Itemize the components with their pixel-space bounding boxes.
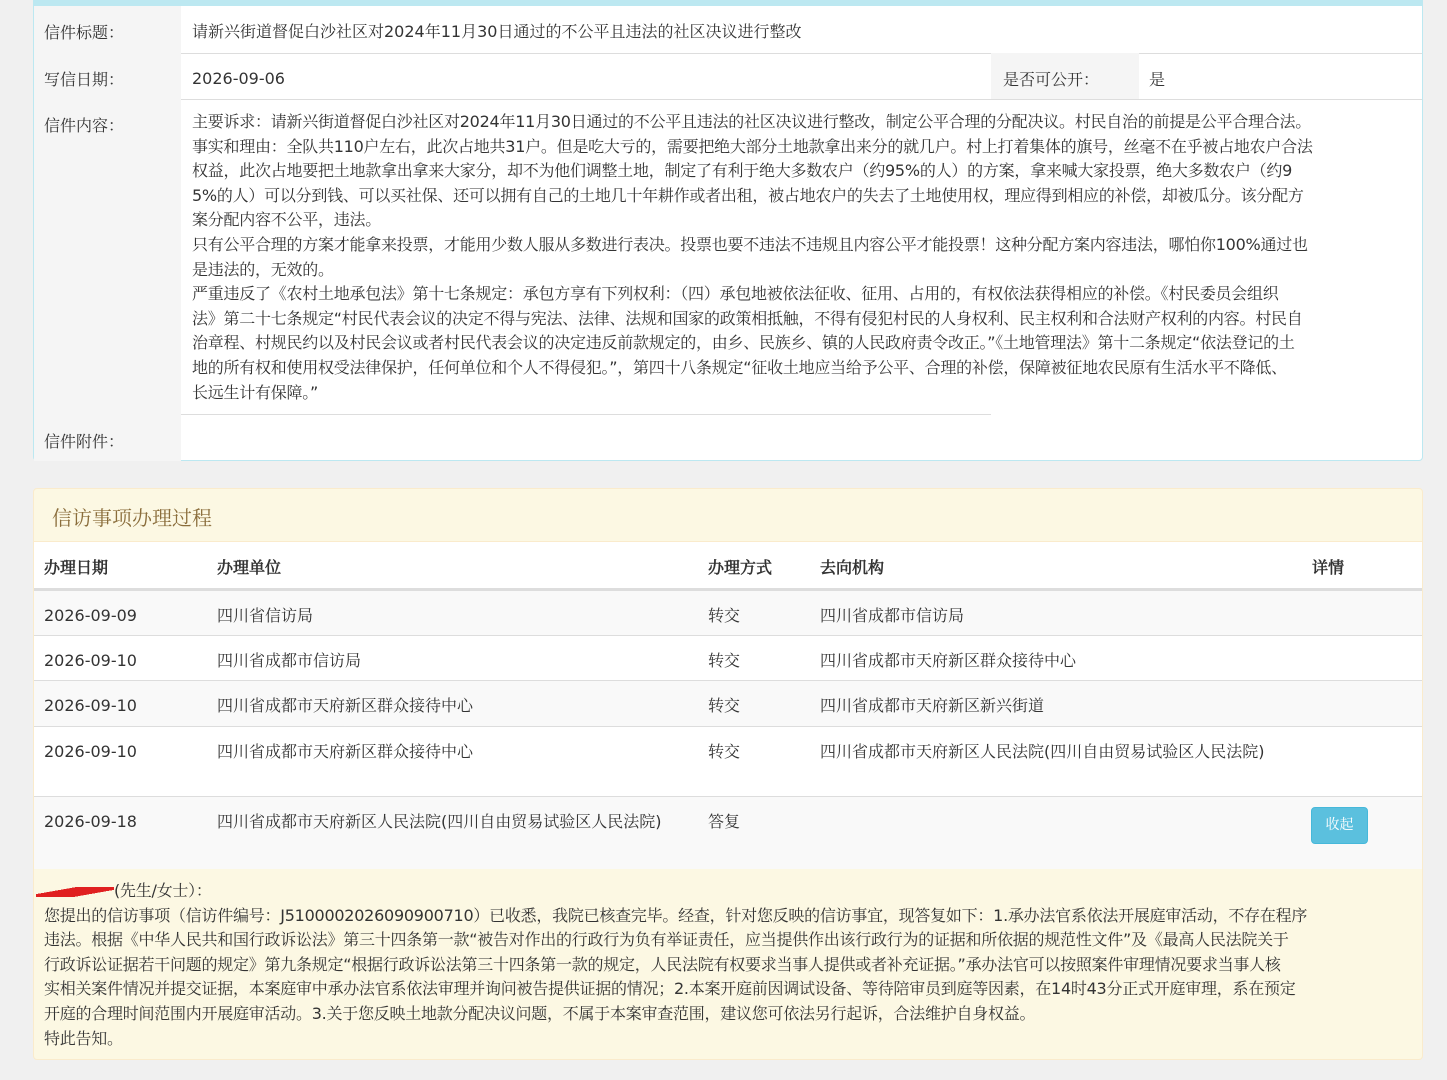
row-unit: 四川省成都市天府新区人民法院(四川自由贸易试验区人民法院) <box>217 812 662 831</box>
reply-line: 特此告知。 <box>44 1028 123 1048</box>
letter-date-label: 写信日期： <box>34 53 181 99</box>
letter-title-row <box>34 6 1422 54</box>
reply-line: 行政诉讼证据若干问题的规定》第九条规定“根据行政诉讼法第三十四条第一款的规定，人民法院有权要求当事人提供或者补充证据。”承办法官可以按照案件审理情况要求当事人核 <box>44 954 1281 974</box>
table-row <box>34 680 1422 727</box>
column-header-unit: 办理单位 <box>217 558 282 577</box>
public-label: 是否可公开： <box>991 53 1139 99</box>
row-method: 答复 <box>708 812 741 831</box>
letter-title-label: 信件标题： <box>34 6 181 53</box>
row-unit: 四川省成都市天府新区群众接待中心 <box>217 742 474 761</box>
content-line: 地的所有权和使用权受法律保护，任何单位和个人不得侵犯。”，第四十八条规定“征收土地应当给予公平、合理的补偿，保障被征地农民原有生活水平不降低、 <box>192 357 1287 377</box>
content-line: 是违法的，无效的。 <box>192 259 334 279</box>
row-date: 2026-09-10 <box>44 696 137 715</box>
content-line: 长远生计有保障。” <box>192 382 319 402</box>
content-line: 5%的人）可以分到钱、可以买社保、还可以拥有自己的土地几十年耕作或者出租，被占地农户的失去了土地使用权，理应得到相应的补偿，却被瓜分。该分配方 <box>192 185 1304 205</box>
row-date: 2026-09-10 <box>44 742 137 761</box>
reply-text <box>44 879 1414 1051</box>
content-line: 案分配内容不公平，违法。 <box>192 210 382 230</box>
process-heading: 信访事项办理过程 <box>52 506 212 530</box>
content-line: 事实和理由：全队共110户左右，此次占地共31户。但是吃大亏的，需要把绝大部分土地款拿出来分的就几户。村上打着集体的旗号，丝毫不在乎被占地农户合法 <box>192 136 1313 156</box>
letter-detail-panel <box>33 0 1423 461</box>
row-date: 2026-09-09 <box>44 606 137 625</box>
letter-content-label: 信件内容： <box>34 99 181 415</box>
column-header-date: 办理日期 <box>44 558 109 577</box>
content-line: 主要诉求：请新兴街道督促白沙社区对2024年11月30日通过的不公平且违法的社区决议进行整改，制定公平合理的分配决议。村民自治的前提是公平合理合法。 <box>192 112 1311 131</box>
row-destination: 四川省成都市天府新区新兴街道 <box>820 696 1045 715</box>
letter-date-value: 2026-09-06 <box>192 69 285 88</box>
row-method: 转交 <box>708 651 741 670</box>
letter-attachment-row <box>34 415 1422 461</box>
content-line: 只有公平合理的方案才能拿来投票，才能用少数人服从多数进行表决。投票也要不违法不违规且内容公平才能投票！这种分配方案内容违法，哪怕你100%通过也 <box>192 234 1308 254</box>
redaction-mark <box>36 887 114 897</box>
row-date: 2026-09-18 <box>44 812 137 831</box>
row-method: 转交 <box>708 696 741 715</box>
letter-content-row <box>34 99 1422 415</box>
letter-attachment-label: 信件附件： <box>34 415 181 461</box>
row-destination: 四川省成都市天府新区群众接待中心 <box>820 651 1077 670</box>
content-line: 治章程、村规民约以及村民会议或者村民代表会议的决定违反前款规定的，由乡、民族乡、镇的人民政府责令改正。”《土地管理法》第十二条规定“依法登记的土 <box>192 333 1295 353</box>
row-unit: 四川省成都市信访局 <box>217 651 362 670</box>
reply-line: 实相关案件情况并提交证据，本案庭审中承办法官系依法审理并询问被告提供证据的情况；2.本案开庭前因调试设备、等待陪审员到庭等因素，在14时43分正式开庭审理，系在预定 <box>44 979 1296 999</box>
table-row <box>34 796 1422 869</box>
row-destination: 四川省成都市天府新区人民法院(四川自由贸易试验区人民法院) <box>820 742 1265 761</box>
row-method: 转交 <box>708 606 741 625</box>
process-table <box>34 541 1422 868</box>
row-method: 转交 <box>708 742 741 761</box>
letter-date-row <box>34 53 1422 100</box>
row-destination: 四川省成都市信访局 <box>820 606 965 625</box>
table-row <box>34 635 1422 681</box>
reply-line: 违法。根据《中华人民共和国行政诉讼法》第三十四条第一款“被告对作出的行政行为负有举证责任，应当提供作出该行政行为的证据和所依据的规范性文件”及《最高人民法院关于 <box>44 930 1289 950</box>
letter-content-text <box>192 110 1422 405</box>
content-line: 法》第二十七条规定“村民代表会议的决定不得与宪法、法律、法规和国家的政策相抵触，不得有侵犯村民的人身权利、民主权利和合法财产权利的内容。村民自 <box>192 308 1303 328</box>
table-row <box>34 590 1422 636</box>
reply-salutation <box>44 879 1414 904</box>
row-unit: 四川省信访局 <box>217 606 314 625</box>
collapse-button[interactable]: 收起 <box>1311 807 1368 844</box>
row-date: 2026-09-10 <box>44 651 137 670</box>
content-line: 严重违反了《农村土地承包法》第十七条规定：承包方享有下列权利：（四）承包地被依法征收、征用、占用的，有权依法获得相应的补偿。《村民委员会组织 <box>192 284 1279 304</box>
column-header-method: 办理方式 <box>708 558 773 577</box>
reply-line: 您提出的信访事项（信访件编号：J5100002026090900710）已收悉，我院已核查完毕。经查，针对您反映的信访事宜，现答复如下：1.承办法官系依法开展庭审活动，不存在程序 <box>44 905 1308 925</box>
public-value: 是 <box>1149 70 1166 89</box>
salutation-text: (先生/女士）： <box>114 881 212 900</box>
letter-title-value: 请新兴街道督促白沙社区对2024年11月30日通过的不公平且违法的社区决议进行整改 <box>192 22 802 41</box>
table-row <box>34 726 1422 797</box>
column-header-destination: 去向机构 <box>820 558 885 577</box>
reply-line: 开庭的合理时间范围内开展庭审活动。3.关于您反映土地款分配决议问题，不属于本案审查范围，建议您可依法另行起诉，合法维护自身权益。 <box>44 1003 1036 1023</box>
row-unit: 四川省成都市天府新区群众接待中心 <box>217 696 474 715</box>
content-line: 权益，此次占地要把土地款拿出拿来大家分，却不为他们调整土地，制定了有利于绝大多数农户（约95%的人）的方案，拿来喊大家投票，绝大多数农户（约9 <box>192 161 1292 181</box>
process-panel <box>33 488 1423 1060</box>
column-header-detail: 详情 <box>1312 558 1345 577</box>
